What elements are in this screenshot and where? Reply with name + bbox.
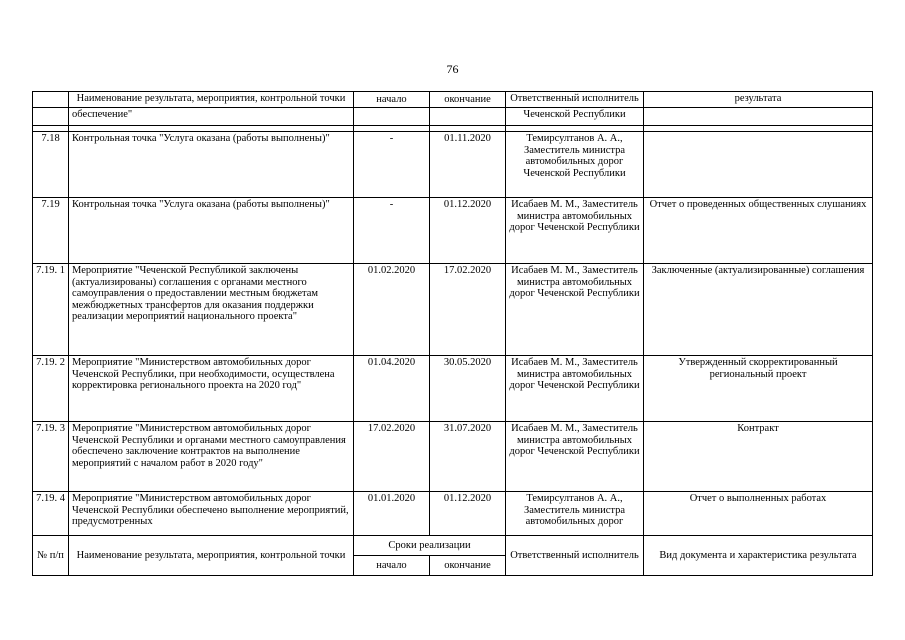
continuation-name: обеспечение" [69,108,354,126]
row-doc: Контракт [644,422,873,492]
row-num: 7.19 [33,198,69,264]
row-name: Мероприятие "Министерством автомобильных дорог Чеченской Республики обеспечено выполнение мероприятий, предусмотренных [69,492,354,536]
row-doc: Заключенные (актуализированные) соглашения [644,264,873,356]
header-name-cell [69,92,354,108]
continuation-start [354,108,430,126]
row-end: 01.12.2020 [430,198,506,264]
row-responsible: Исабаев М. М., Заместитель министра автомобильных дорог Чеченской Республики [506,198,644,264]
footer-name: Наименование результата, мероприятия, контрольной точки [69,536,354,576]
row-end: 31.07.2020 [430,422,506,492]
row-name: Мероприятие "Министерством автомобильных дорог Чеченской Республики и органами местного самоуправления обеспечено заключение контрактов на выполнение мероприятий с началом работ в 2020 году" [69,422,354,492]
row-start: - [354,132,430,198]
header-name-text: Наименование результата, мероприятия, контрольной точки [76,93,346,104]
row-responsible: Темирсултанов А. А., Заместитель министра автомобильных дорог [506,492,644,536]
row-end: 01.11.2020 [430,132,506,198]
header-start-cell: начало [354,92,430,108]
row-num: 7.19. 3 [33,422,69,492]
row-num: 7.18 [33,132,69,198]
top-header-row [33,92,873,108]
row-name: Мероприятие "Чеченской Республикой заключены (актуализированы) соглашения с органами местного самоуправления о предоставлении местным бюджетам межбюджетных трансфертов для оказания поддержки реализации мероприятий национального проекта" [69,264,354,356]
row-doc [644,132,873,198]
row-start: 01.02.2020 [354,264,430,356]
table-row [33,198,873,264]
header-num-cell [33,92,69,108]
row-start: 01.04.2020 [354,356,430,422]
row-name: Контрольная точка "Услуга оказана (работы выполнены)" [69,198,354,264]
continuation-end [430,108,506,126]
continuation-doc [644,108,873,126]
footer-doc: Вид документа и характеристика результата [644,536,873,576]
row-responsible: Исабаев М. М., Заместитель министра автомобильных дорог Чеченской Республики [506,264,644,356]
continuation-num [33,108,69,126]
row-end: 30.05.2020 [430,356,506,422]
continuation-responsible: Чеченской Республики [506,108,644,126]
row-num: 7.19. 4 [33,492,69,536]
table-row [33,356,873,422]
table-row [33,264,873,356]
row-doc: Отчет о проведенных общественных слушаниях [644,198,873,264]
continuation-row [33,108,873,126]
table-row [33,422,873,492]
row-start: 17.02.2020 [354,422,430,492]
row-name: Контрольная точка "Услуга оказана (работы выполнены)" [69,132,354,198]
row-doc: Утвержденный скорректированный региональный проект [644,356,873,422]
row-start: - [354,198,430,264]
row-num: 7.19. 2 [33,356,69,422]
header-end-cell: окончание [430,92,506,108]
footer-end: окончание [430,556,506,576]
row-start: 01.01.2020 [354,492,430,536]
row-num: 7.19. 1 [33,264,69,356]
header-doc-cell: результата [644,92,873,108]
table-row [33,492,873,536]
row-responsible: Темирсултанов А. А., Заместитель министра автомобильных дорог Чеченской Республики [506,132,644,198]
page-number: 76 [446,62,459,76]
row-end: 17.02.2020 [430,264,506,356]
table-row [33,132,873,198]
row-name: Мероприятие "Министерством автомобильных дорог Чеченской Республики, при необходимости, осуществлена корректировка регионального проекта на 2020 год" [69,356,354,422]
footer-terms: Сроки реализации [354,536,506,556]
row-responsible: Исабаев М. М., Заместитель министра автомобильных дорог Чеченской Республики [506,422,644,492]
footer-start: начало [354,556,430,576]
footer-num: № п/п [33,536,69,576]
results-table [32,91,873,576]
header-responsible-cell [506,92,644,108]
row-end: 01.12.2020 [430,492,506,536]
row-responsible: Исабаев М. М., Заместитель министра автомобильных дорог Чеченской Республики [506,356,644,422]
row-doc: Отчет о выполненных работах [644,492,873,536]
footer-responsible: Ответственный исполнитель [506,536,644,576]
footer-header-row [33,536,873,556]
header-responsible-text: Ответственный исполнитель [510,93,639,104]
